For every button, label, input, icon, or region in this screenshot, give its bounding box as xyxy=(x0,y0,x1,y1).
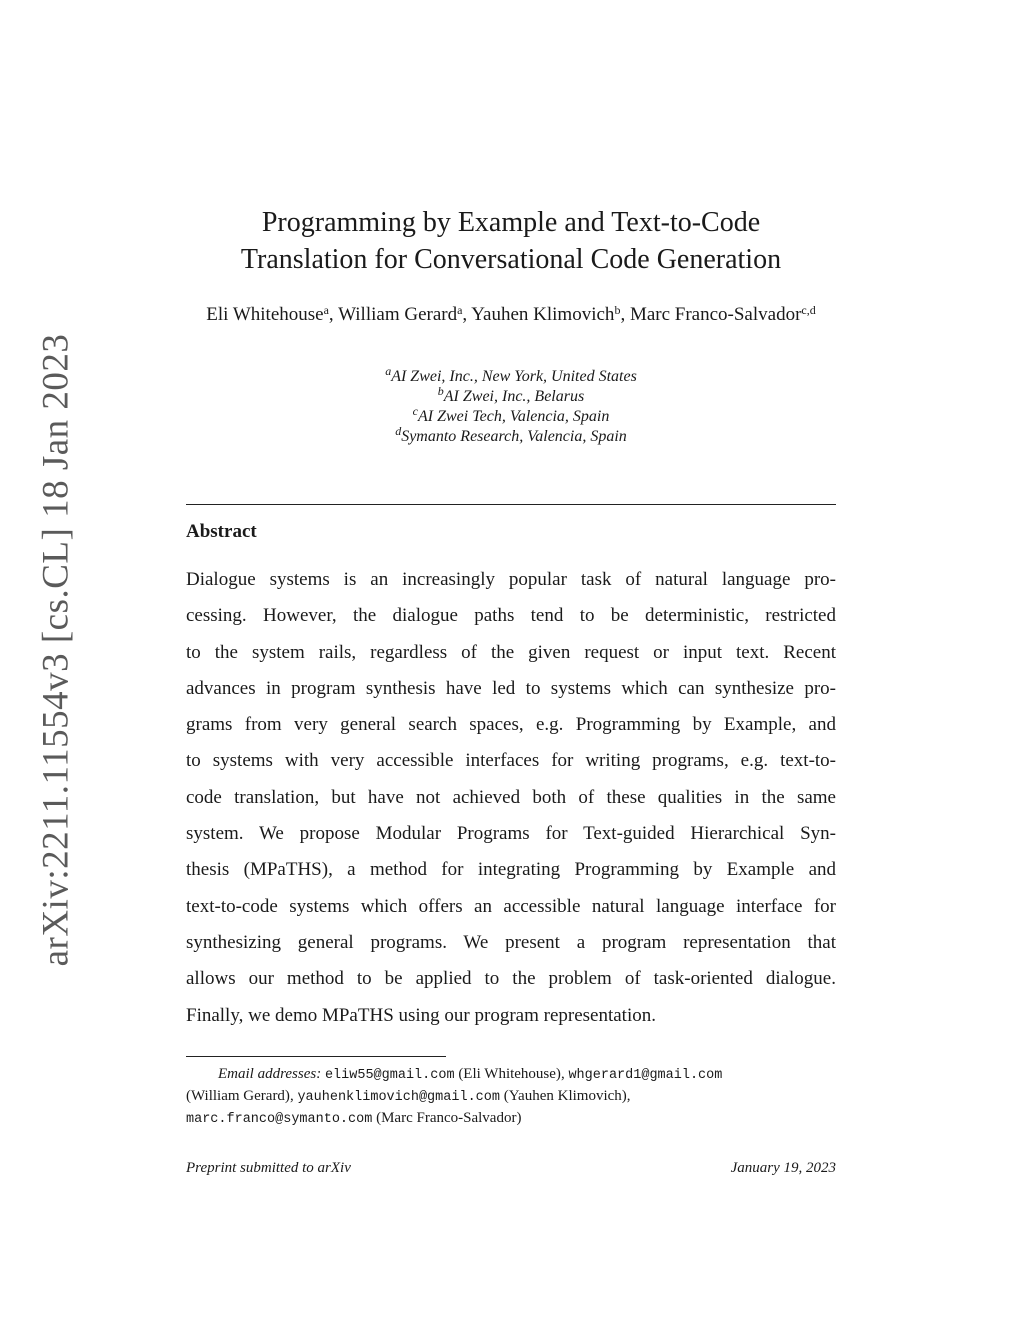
abstract-line: advances in program synthesis have led to systems which can synthesize pro- xyxy=(186,677,836,699)
footer-preprint-note: Preprint submitted to arXiv xyxy=(186,1160,351,1176)
email-link[interactable]: eliw55@gmail.com xyxy=(324,1068,455,1083)
abstract-line: code translation, but have not achieved both of these qualities in the same xyxy=(186,786,836,808)
author-name: Eli Whitehouse xyxy=(206,304,324,325)
abstract-line: to systems with very accessible interfaces for writing programs, e.g. text-to- xyxy=(186,750,836,772)
footnote-label: Email addresses: xyxy=(218,1066,322,1082)
abstract-line: Finally, we demo MPaTHS using our program representation. xyxy=(186,1004,656,1026)
email-link[interactable]: marc.franco@symanto.com xyxy=(186,1112,373,1127)
affiliation: $^c$AI Zwei Tech, Valencia, Spain xyxy=(412,404,610,425)
email-footnote: Email addresses: eliw55@gmail.com (Eli Whitehouse), whgerard1@gmail.com (William Gerard), yauhenklimovich@gmail.com (Yauhen Klimovich), marc.franco@symanto.com (Marc Franco-Salvador) xyxy=(186,1066,723,1127)
affiliation: $^a$AI Zwei, Inc., New York, United States xyxy=(385,364,637,385)
arxiv-side-stamp: arXiv:2211.11554v3 [cs.CL] 18 Jan 2023 xyxy=(35,333,77,967)
abstract-line: synthesizing general programs. We present a program representation that xyxy=(186,931,836,953)
email-owner: (Eli Whitehouse) xyxy=(458,1066,561,1082)
author-list: Eli Whitehouse$^a$, William Gerard$^a$, Yauhen Klimovich$^b$, Marc Franco-Salvador$^{c,d}$ xyxy=(206,303,816,325)
abstract-heading: Abstract xyxy=(186,521,257,542)
footer-date: January 19, 2023 xyxy=(730,1160,836,1176)
email-owner: (Yauhen Klimovich) xyxy=(503,1088,627,1104)
abstract-line: grams from very general search spaces, e.g. Programming by Example, and xyxy=(186,714,836,736)
footnote-rule xyxy=(186,1056,446,1057)
author-name: Marc Franco-Salvador xyxy=(629,304,802,325)
abstract-top-rule xyxy=(186,504,836,505)
author-affil-mark: c,d xyxy=(801,303,816,317)
abstract-line: to the system rails, regardless of the given request or input text. Recent xyxy=(186,641,836,663)
affiliation-list xyxy=(186,364,836,447)
email-owner: (William Gerard) xyxy=(186,1088,290,1104)
abstract-line: cessing. However, the dialogue paths tend to be deterministic, restricted xyxy=(186,605,836,627)
abstract-line: thesis (MPaTHS), a method for integrating Programming by Example and xyxy=(186,859,836,881)
author-name: William Gerard xyxy=(338,304,458,325)
paper-title xyxy=(186,204,836,278)
title-line-1: Programming by Example and Text-to-Code xyxy=(261,207,761,238)
author-affil-mark: b xyxy=(614,303,621,317)
affiliation: $^b$AI Zwei, Inc., Belarus xyxy=(437,384,585,405)
author-name: Yauhen Klimovich xyxy=(471,304,615,325)
abstract-line: system. We propose Modular Programs for Text-guided Hierarchical Syn- xyxy=(186,823,836,845)
affiliation: $^d$Symanto Research, Valencia, Spain xyxy=(395,424,627,445)
title-line-2: Translation for Conversational Code Generation xyxy=(240,244,782,275)
email-link[interactable]: whgerard1@gmail.com xyxy=(568,1068,723,1083)
author-affil-mark: a xyxy=(457,303,463,317)
abstract-body xyxy=(186,562,836,1034)
author-affil-mark: a xyxy=(323,303,329,317)
email-link[interactable]: yauhenklimovich@gmail.com xyxy=(297,1090,500,1105)
abstract-line: Dialogue systems is an increasingly popular task of natural language pro- xyxy=(186,569,836,590)
email-owner: (Marc Franco-Salvador) xyxy=(376,1110,522,1126)
abstract-line: allows our method to be applied to the problem of task-oriented dialogue. xyxy=(186,968,836,990)
abstract-line: text-to-code systems which offers an accessible natural language interface for xyxy=(186,895,836,917)
